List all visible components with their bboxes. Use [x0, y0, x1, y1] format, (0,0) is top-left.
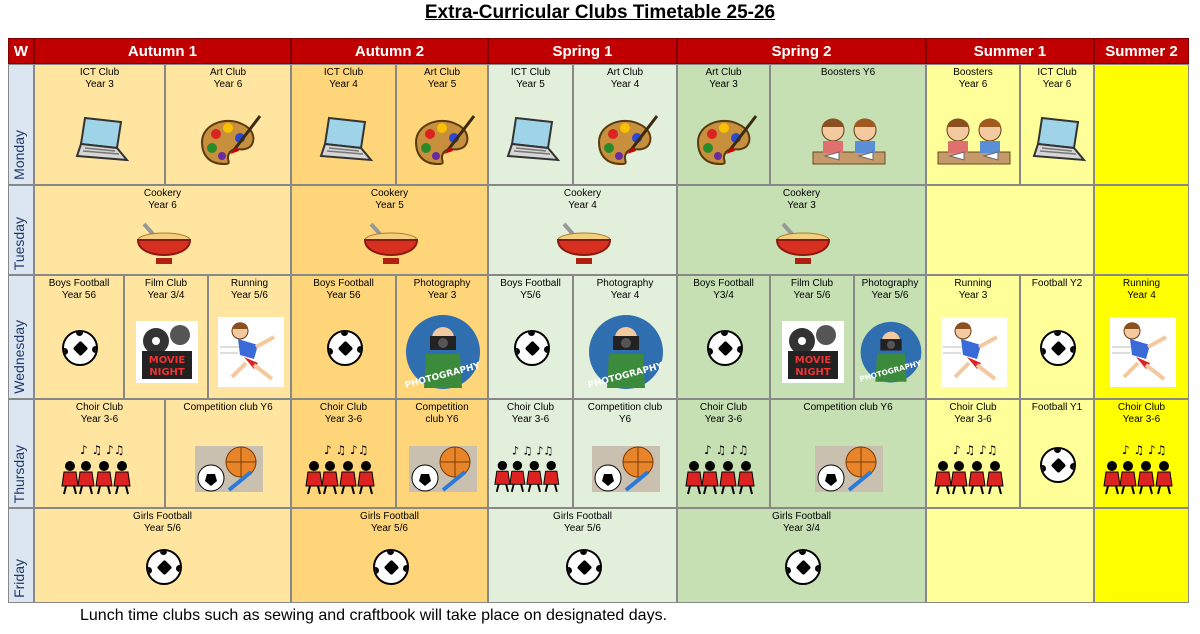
palette-icon — [408, 112, 478, 171]
footer-note: Lunch time clubs such as sewing and craftbook will take place on designated days. — [80, 607, 668, 624]
choir-icon — [933, 442, 1015, 499]
club-title: Film Club — [144, 278, 188, 289]
day-label-wednesday: Wednesday — [8, 275, 34, 399]
club-cell-mon-a2a — [291, 64, 396, 185]
football-icon — [707, 330, 743, 366]
club-year: Year 3/4 — [147, 290, 185, 301]
club-title: Running — [954, 278, 992, 289]
club-cell-wed-s2a — [677, 275, 770, 399]
club-title: Film Club — [790, 278, 834, 289]
club-year: Year 3 — [427, 290, 457, 301]
club-title: ICT Club — [510, 67, 551, 78]
club-cell-wed-a2b — [396, 275, 488, 399]
club-cell-tue-s2 — [677, 185, 926, 275]
club-cell-fri-s1 — [488, 508, 677, 603]
club-cell-mon-s2b — [770, 64, 926, 185]
club-cell-mon-s2a — [677, 64, 770, 185]
term-header-spring-1: Spring 1 — [488, 38, 677, 64]
club-year: Year 4 — [610, 79, 640, 90]
empty-cell — [926, 185, 1094, 275]
day-label-monday: Monday — [8, 64, 34, 185]
sports-balls-icon — [592, 446, 660, 495]
movie-night-icon — [136, 321, 198, 386]
club-title: Boosters — [953, 67, 993, 78]
club-year: Year 4 — [1127, 290, 1156, 301]
choir-icon — [304, 442, 386, 499]
club-year: Year 5 — [375, 200, 404, 211]
empty-cell — [1094, 508, 1189, 603]
club-cell-mon-s1a — [488, 64, 573, 185]
laptop-icon — [1028, 116, 1088, 167]
club-cell-wed-s1a — [488, 275, 573, 399]
club-title: Choir Club — [506, 402, 555, 413]
club-cell-mon-a1b — [165, 64, 291, 185]
club-cell-fri-a1 — [34, 508, 291, 603]
club-year: Year 6 — [1042, 79, 1072, 90]
svg-text:MOVIE: MOVIE — [794, 355, 832, 366]
sports-balls-icon — [195, 446, 263, 495]
club-cell-mon-a2b — [396, 64, 488, 185]
club-cell-fri-s2 — [677, 508, 926, 603]
day-label-thursday: Thursday — [8, 399, 34, 508]
club-cell-mon-su1a — [926, 64, 1020, 185]
club-title: ICT Club — [323, 67, 364, 78]
timetable-grid — [8, 38, 1189, 603]
club-cell-wed-a1c — [208, 275, 291, 399]
empty-cell — [1094, 64, 1189, 185]
football-icon — [62, 330, 98, 366]
club-title: ICT Club — [1037, 67, 1077, 78]
laptop-icon — [502, 116, 562, 167]
movie-night-icon — [782, 321, 844, 386]
club-year: Year 5 — [516, 79, 545, 90]
club-year: Year 3-6 — [511, 414, 550, 425]
club-cell-thu-s2b — [770, 399, 926, 508]
club-title: Boosters Y6 — [820, 67, 876, 78]
club-title: Choir Club — [319, 402, 368, 413]
football-icon — [146, 549, 182, 585]
bowl-icon — [554, 220, 614, 273]
club-year: Y3/4 — [713, 290, 734, 301]
bowl-icon — [134, 220, 194, 273]
club-title: Girls Football — [553, 511, 612, 522]
day-label-friday: Friday — [8, 508, 34, 603]
svg-text:♪ ♫ ♪♫: ♪ ♫ ♪♫ — [953, 442, 998, 457]
club-year: Year 3-6 — [1122, 414, 1161, 425]
club-year: club Y6 — [425, 414, 459, 425]
club-year: Year 5/6 — [144, 523, 181, 534]
svg-text:NIGHT: NIGHT — [149, 367, 185, 378]
club-title: Boys Football — [693, 278, 754, 289]
reading-kids-icon — [809, 112, 889, 171]
svg-text:PHOTOGRAPHY: PHOTOGRAPHY — [404, 361, 482, 390]
club-cell-thu-a1a — [34, 399, 165, 508]
reading-kids-icon — [934, 112, 1014, 171]
club-title: Art Club — [606, 67, 644, 78]
club-year: Year 5/6 — [793, 290, 831, 301]
club-year: Year 6 — [958, 79, 988, 90]
club-cell-wed-s2b — [770, 275, 854, 399]
club-year: Year 3-6 — [954, 414, 992, 425]
club-cell-mon-su1b — [1020, 64, 1094, 185]
club-cell-thu-su1b — [1020, 399, 1094, 508]
club-title: Football Y2 — [1031, 278, 1083, 289]
empty-cell — [1094, 185, 1189, 275]
club-title: Competition club — [587, 402, 663, 413]
club-year: Year 3-6 — [704, 414, 743, 425]
club-year: Year 5/6 — [371, 523, 408, 534]
term-header-summer-1: Summer 1 — [926, 38, 1094, 64]
runner-icon — [218, 317, 284, 390]
club-year: Year 6 — [213, 79, 243, 90]
club-year: Year 5/6 — [871, 290, 909, 301]
football-icon — [785, 549, 821, 585]
club-title: Girls Football — [133, 511, 192, 522]
football-icon — [327, 330, 363, 366]
club-cell-thu-su1a — [926, 399, 1020, 508]
club-title: Football Y1 — [1031, 402, 1083, 413]
club-cell-wed-a1b — [124, 275, 208, 399]
club-cell-wed-su1b — [1020, 275, 1094, 399]
football-icon — [1040, 447, 1076, 483]
svg-text:♪ ♫ ♪♫: ♪ ♫ ♪♫ — [79, 442, 124, 457]
club-title: Choir Club — [1117, 402, 1166, 413]
palette-icon — [690, 112, 760, 171]
term-header-summer-2: Summer 2 — [1094, 38, 1189, 64]
club-title: Art Club — [705, 67, 742, 78]
laptop-icon — [71, 116, 131, 167]
runner-icon — [941, 317, 1007, 390]
club-title: Photography — [413, 278, 471, 289]
svg-text:PHOTOGRAPHY: PHOTOGRAPHY — [587, 361, 665, 390]
club-title: Running — [230, 278, 269, 289]
club-year: Year 3 — [787, 200, 816, 211]
choir-icon — [493, 443, 570, 497]
club-cell-thu-s1a — [488, 399, 573, 508]
photography-icon — [404, 314, 482, 393]
football-icon — [1040, 330, 1076, 366]
club-cell-wed-a1a — [34, 275, 124, 399]
club-cell-wed-su2 — [1094, 275, 1189, 399]
choir-icon — [1102, 442, 1184, 499]
club-year: Year 3-6 — [80, 414, 119, 425]
club-title: Competition — [415, 402, 469, 413]
club-cell-mon-s1b — [573, 64, 677, 185]
club-year: Year 3 — [709, 79, 738, 90]
club-year: Year 3-6 — [324, 414, 363, 425]
term-header-spring-2: Spring 2 — [677, 38, 926, 64]
club-cell-wed-a2a — [291, 275, 396, 399]
club-title: Choir Club — [949, 402, 997, 413]
club-title: Art Club — [209, 67, 247, 78]
club-year: Year 4 — [329, 79, 358, 90]
sports-balls-icon — [409, 446, 477, 495]
laptop-icon — [315, 116, 375, 167]
sports-balls-icon — [815, 446, 883, 495]
football-icon — [566, 549, 602, 585]
photography-icon — [587, 314, 665, 393]
club-cell-tue-a2 — [291, 185, 488, 275]
club-year: Y5/6 — [520, 290, 541, 301]
club-title: Cookery — [370, 188, 409, 199]
svg-text:NIGHT: NIGHT — [795, 367, 831, 378]
empty-cell — [926, 508, 1094, 603]
photography-icon — [859, 321, 923, 386]
club-cell-tue-a1 — [34, 185, 291, 275]
club-title: Boys Football — [313, 278, 374, 289]
w-header: W — [8, 38, 34, 64]
club-year: Year 6 — [148, 200, 177, 211]
club-title: Photography — [596, 278, 654, 289]
club-title: Boys Football — [500, 278, 561, 289]
club-cell-tue-s1 — [488, 185, 677, 275]
club-title: ICT Club — [79, 67, 120, 78]
club-cell-thu-a2b — [396, 399, 488, 508]
svg-text:♪ ♫ ♪♫: ♪ ♫ ♪♫ — [703, 442, 748, 457]
bowl-icon — [361, 220, 421, 273]
club-cell-thu-su2 — [1094, 399, 1189, 508]
svg-text:PHOTOGRAPHY: PHOTOGRAPHY — [859, 358, 923, 384]
term-header-autumn-1: Autumn 1 — [34, 38, 291, 64]
club-title: Boys Football — [48, 278, 110, 289]
bowl-icon — [773, 220, 833, 273]
palette-icon — [194, 112, 264, 171]
choir-icon — [60, 442, 142, 499]
club-year: Year 3 — [958, 290, 988, 301]
club-title: Girls Football — [772, 511, 831, 522]
term-header-autumn-2: Autumn 2 — [291, 38, 488, 64]
day-label-tuesday: Tuesday — [8, 185, 34, 275]
club-year: Year 5/6 — [564, 523, 601, 534]
club-title: Cookery — [563, 188, 602, 199]
club-cell-mon-a1a — [34, 64, 165, 185]
club-year: Year 4 — [610, 290, 640, 301]
club-year: Year 3/4 — [783, 523, 820, 534]
club-year: Year 5/6 — [231, 290, 268, 301]
club-cell-wed-s2c — [854, 275, 926, 399]
club-title: Competition club Y6 — [183, 402, 273, 413]
football-icon — [514, 330, 550, 366]
club-title: Choir Club — [699, 402, 748, 413]
svg-text:♪ ♫ ♪♫: ♪ ♫ ♪♫ — [323, 442, 368, 457]
club-cell-fri-a2 — [291, 508, 488, 603]
club-cell-thu-s1b — [573, 399, 677, 508]
club-cell-thu-s2a — [677, 399, 770, 508]
club-year: Year 5 — [427, 79, 457, 90]
club-title: Girls Football — [360, 511, 419, 522]
club-title: Cookery — [143, 188, 182, 199]
club-year: Y6 — [618, 414, 632, 425]
page-title: Extra-Curricular Clubs Timetable 25-26 — [424, 2, 776, 23]
club-year: Year 56 — [326, 290, 361, 301]
football-icon — [373, 549, 409, 585]
club-title: Running — [1122, 278, 1161, 289]
svg-text:♪ ♫ ♪♫: ♪ ♫ ♪♫ — [511, 444, 554, 458]
club-title: Competition club Y6 — [803, 402, 893, 413]
club-year: Year 4 — [568, 200, 597, 211]
club-title: Choir Club — [75, 402, 124, 413]
club-title: Cookery — [782, 188, 821, 199]
club-cell-thu-a1b — [165, 399, 291, 508]
palette-icon — [591, 112, 661, 171]
choir-icon — [684, 442, 766, 499]
club-title: Art Club — [423, 67, 461, 78]
club-year: Year 3 — [85, 79, 114, 90]
svg-text:MOVIE: MOVIE — [148, 355, 186, 366]
club-cell-wed-su1a — [926, 275, 1020, 399]
club-year: Year 56 — [61, 290, 97, 301]
runner-icon — [1110, 317, 1176, 390]
svg-text:♪ ♫ ♪♫: ♪ ♫ ♪♫ — [1121, 442, 1166, 457]
club-cell-wed-s1b — [573, 275, 677, 399]
club-title: Photography — [861, 278, 919, 289]
club-cell-thu-a2a — [291, 399, 396, 508]
